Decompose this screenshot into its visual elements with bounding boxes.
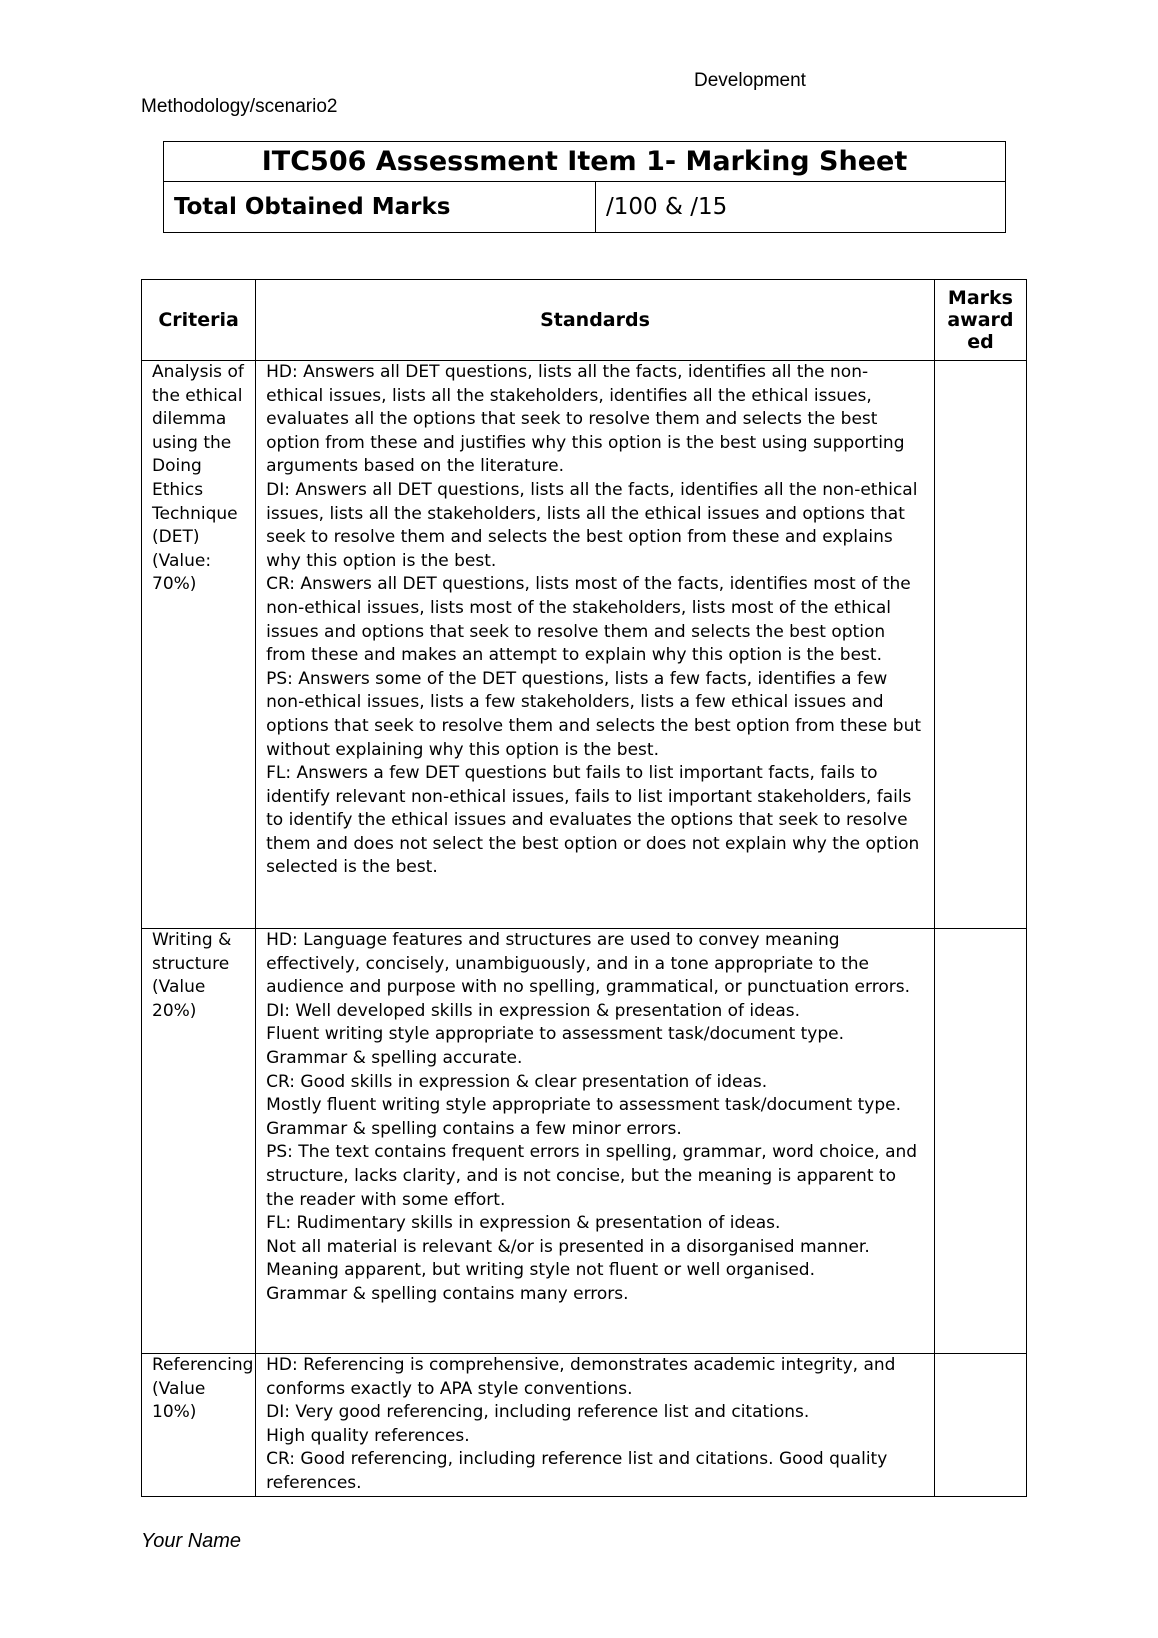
marks-cell[interactable] [934,1354,1026,1497]
criteria-cell: Writing & structure (Value 20%) [142,929,256,1354]
standards-header: Standards [256,280,935,361]
criteria-header: Criteria [142,280,256,361]
table-row [142,361,1027,929]
title-table [163,141,1006,233]
header-right-text: Development [694,70,806,91]
total-marks-value: /100 & /15 [596,182,1006,233]
total-marks-label: Total Obtained Marks [164,182,596,233]
rubric-header-row [142,280,1027,361]
marking-sheet-title: ITC506 Assessment Item 1- Marking Sheet [164,142,1006,182]
footer-your-name: Your Name [141,1530,242,1552]
marks-awarded-header: Marks award ed [934,280,1026,361]
criteria-cell: Referencing (Value 10%) [142,1354,256,1497]
standards-cell: HD: Language features and structures are used to convey meaning effectively, concisely, unambiguously, and in a tone appropriate to the audience and purpose with no spelling, grammatical, or punctuation errors. DI: Well developed skills in expression & presentation of ideas. Fluent writing style appropriate to assessment task/document type. Grammar & spelling accurate. CR: Good skills in expression & clear presentation of ideas. Mostly fluent writing style appropriate to assessment task/document type. Grammar & spelling contains a few minor errors. PS: The text contains frequent errors in spelling, grammar, word choice, and structure, lacks clarity, and is not concise, but the meaning is apparent to the reader with some effort. FL: Rudimentary skills in expression & presentation of ideas. Not all material is relevant &/or is presented in a disorganised manner. Meaning apparent, but writing style not fluent or well organised. Grammar & spelling contains many errors. [256,929,935,1354]
criteria-cell: Analysis of the ethical dilemma using the Doing Ethics Technique (DET) (Value: 70%) [142,361,256,929]
marks-cell[interactable] [934,361,1026,929]
marks-cell[interactable] [934,929,1026,1354]
rubric-table [141,279,1027,1497]
table-row [142,1354,1027,1497]
table-row [142,929,1027,1354]
standards-cell: HD: Referencing is comprehensive, demonstrates academic integrity, and conforms exactly to APA style conventions. DI: Very good referencing, including reference list and citations. High quality references. CR: Good referencing, including reference list and citations. Good quality references. [256,1354,935,1497]
header-left-text: Methodology/scenario2 [141,96,338,117]
standards-cell: HD: Answers all DET questions, lists all the facts, identifies all the non-ethical issues, lists all the stakeholders, identifies all the ethical issues, evaluates all the options that seek to resolve them and selects the best option from these and justifies why this option is the best using supporting arguments based on the literature. DI: Answers all DET questions, lists all the facts, identifies all the non-ethical issues, lists all the stakeholders, lists all the ethical issues and options that seek to resolve them and selects the best option from these and explains why this option is the best. CR: Answers all DET questions, lists most of the facts, identifies most of the non-ethical issues, lists most of the stakeholders, lists most of the ethical issues and options that seek to resolve them and selects the best option from these and makes an attempt to explain why this option is the best. PS: Answers some of the DET questions, lists a few facts, identifies a few non-ethical issues, lists a few stakeholders, lists a few ethical issues and options that seek to resolve them and selects the best option from these but without explaining why this option is the best. FL: Answers a few DET questions but fails to list important facts, fails to identify relevant non-ethical issues, fails to list important stakeholders, fails to identify the ethical issues and evaluates the options that seek to resolve them and does not select the best option or does not explain why the option selected is the best. [256,361,935,929]
